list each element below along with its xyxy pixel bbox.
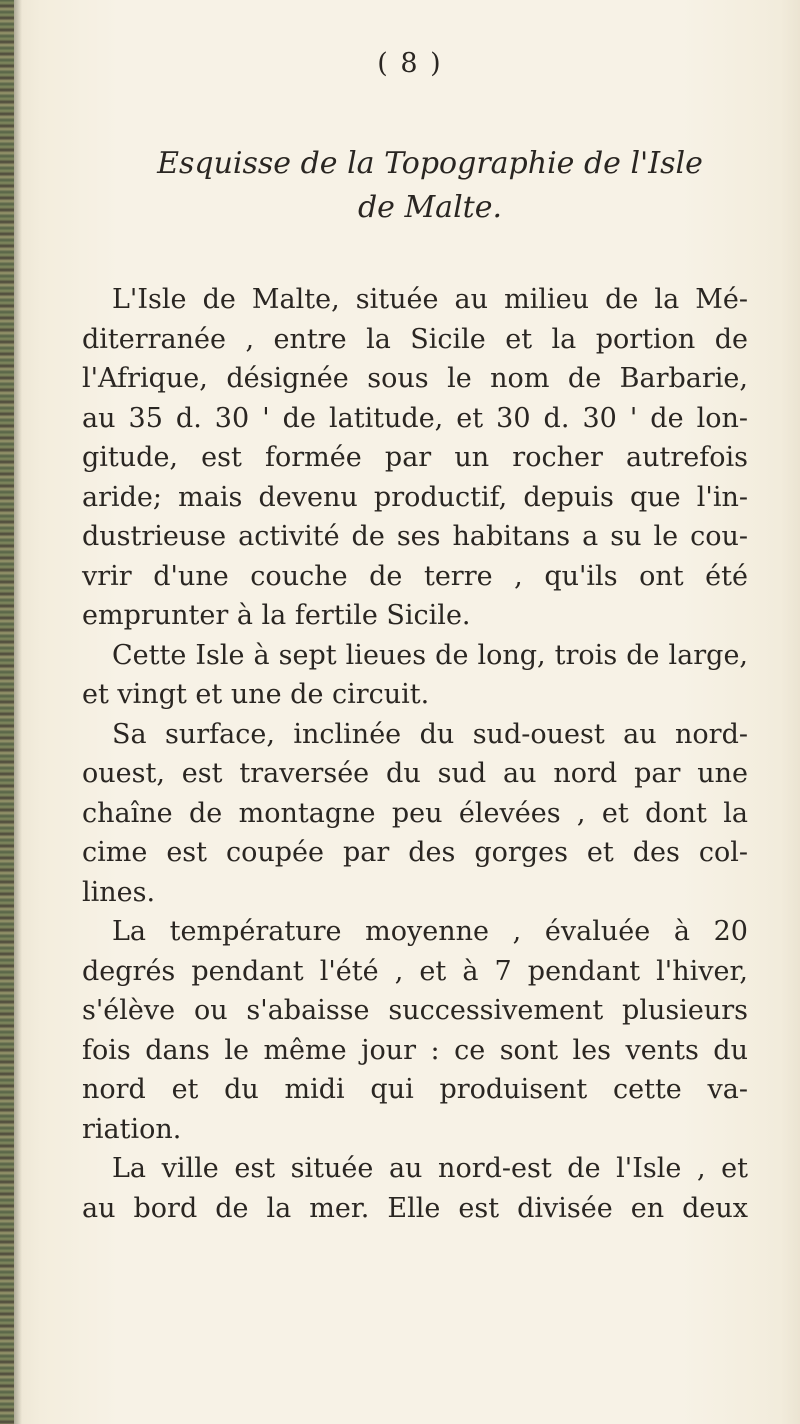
title-line-2: de Malte. [357, 190, 503, 225]
text-line: diterranée , entre la Sicile et la portion de [82, 323, 748, 355]
text-line: riation. [82, 1113, 182, 1145]
paragraph [82, 1149, 748, 1228]
text-line: aride; mais devenu productif, depuis que l'in- [82, 481, 748, 513]
text-line: fois dans le même jour : ce sont les vents du [82, 1034, 748, 1066]
page-title [100, 142, 760, 230]
text-line: au bord de la mer. Elle est divisée en deux [82, 1192, 748, 1224]
text-line: emprunter à la fertile Sicile. [82, 600, 471, 631]
text-line: Sa surface, inclinée du sud-ouest au nord- [112, 718, 748, 750]
text-line: lines. [82, 876, 156, 908]
text-line: La ville est située au nord-est de l'Isle , et [112, 1153, 748, 1184]
text-line: vrir d'une couche de terre , qu'ils ont été [82, 560, 748, 592]
text-line: La température moyenne , évaluée à 20 [112, 916, 748, 947]
text-line: Cette Isle à sept lieues de long, trois de large, [112, 639, 748, 671]
title-line-1: Esquisse de la Topographie de l'Isle [157, 146, 703, 181]
paragraph [82, 280, 748, 636]
text-line: l'Afrique, désignée sous le nom de Barbarie, [82, 363, 748, 394]
text-line: dustrieuse activité de ses habitans a su le cou- [82, 521, 748, 552]
paragraph [82, 715, 748, 913]
text-line: ouest, est traversée du sud au nord par une [82, 758, 748, 789]
text-line: degrés pendant l'été , et à 7 pendant l'hiver, [82, 955, 748, 987]
book-binding [0, 0, 14, 1424]
paragraph [82, 636, 748, 715]
body-text [82, 280, 748, 1228]
text-line: nord et du midi qui produisent cette va- [82, 1074, 748, 1105]
text-line: chaîne de montagne peu élevées , et dont la [82, 797, 748, 829]
text-line: et vingt et une de circuit. [82, 679, 430, 710]
text-line: L'Isle de Malte, située au milieu de la Mé- [112, 284, 748, 315]
binding-shadow [14, 0, 22, 1424]
text-line: cime est coupée par des gorges et des col- [82, 837, 748, 868]
text-line: gitude, est formée par un rocher autrefois [82, 442, 748, 473]
text-line: s'élève ou s'abaisse successivement plusieurs [82, 995, 748, 1026]
page-number: ( 8 ) [377, 48, 443, 79]
text-line: au 35 d. 30 ' de latitude, et 30 d. 30 ' de lon- [82, 402, 748, 434]
paragraph [82, 912, 748, 1149]
